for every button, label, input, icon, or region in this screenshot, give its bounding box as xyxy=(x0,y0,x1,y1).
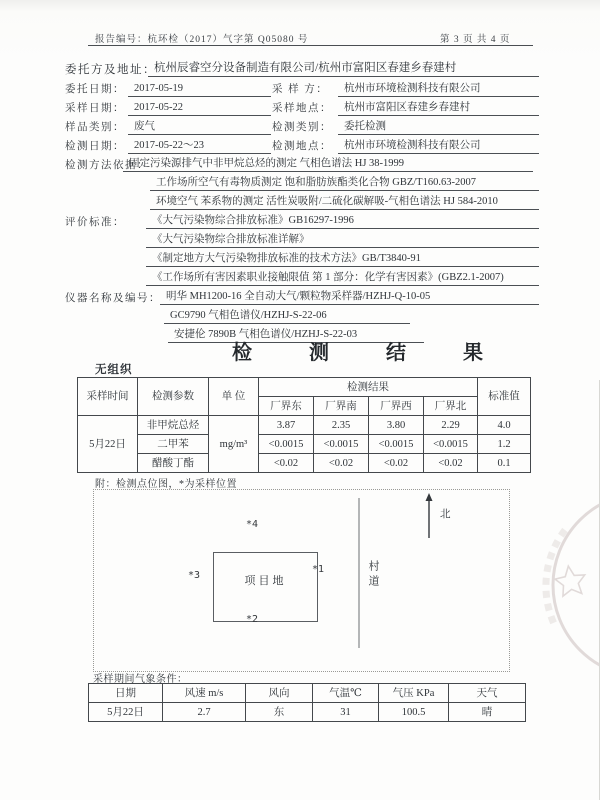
field-value: 废气 xyxy=(128,119,271,135)
village-road-label: 村道 xyxy=(367,560,379,590)
sampling-point-2: *2 xyxy=(246,614,259,625)
weather-winddir: 东 xyxy=(246,703,313,722)
map-note: 附：检测点位图，*为采样位置 xyxy=(95,479,237,490)
field-label: 检测日期： xyxy=(65,141,125,152)
value-cell: <0.0015 xyxy=(424,435,478,454)
weather-col-windspeed: 风速 m/s xyxy=(163,684,246,703)
method-line: 固定污染源排气中非甲烷总烃的测定 气相色谱法 HJ 38-1999 xyxy=(123,156,533,172)
page-number: 第 3 页 共 4 页 xyxy=(440,35,511,45)
results-title: 检 测 结 果 xyxy=(232,342,509,364)
field-label: 采样地点： xyxy=(272,103,332,114)
method-label: 检测方法依据： xyxy=(65,160,149,171)
client-row xyxy=(0,61,600,79)
instrument-line: GC9790 气相色谱仪/HZHJ-S-22-06 xyxy=(164,308,410,324)
standard-label: 评价标准： xyxy=(65,217,125,228)
weather-data-row xyxy=(89,703,526,722)
value-cell: <0.0015 xyxy=(369,435,424,454)
instrument-line: 安捷伦 7890B 气相色谱仪/HZHJ-S-22-03 xyxy=(168,327,424,343)
north-label: 北 xyxy=(440,509,451,520)
standard-line: 《制定地方大气污染物排放标准的技术方法》GB/T3840-91 xyxy=(146,251,539,267)
weather-col-temp: 气温℃ xyxy=(313,684,379,703)
field-label: 委托日期： xyxy=(65,84,125,95)
field-label: 采 样 方： xyxy=(272,84,329,95)
value-cell: 2.35 xyxy=(314,416,369,435)
instrument-label: 仪器名称及编号： xyxy=(65,293,161,304)
field-label: 检测类别： xyxy=(272,122,332,133)
standard-cell: 1.2 xyxy=(478,435,531,454)
value-cell: <0.0015 xyxy=(314,435,369,454)
col-point-north: 厂界北 xyxy=(424,397,478,416)
table-row xyxy=(78,416,531,435)
value-cell: 3.87 xyxy=(259,416,314,435)
field-label: 检测地点： xyxy=(272,141,332,152)
sampling-point-4: *4 xyxy=(246,519,259,530)
sampling-point-3: *3 xyxy=(188,570,201,581)
weather-date: 5月22日 xyxy=(89,703,163,722)
field-label: 样品类别： xyxy=(65,122,125,133)
value-cell: <0.0015 xyxy=(259,435,314,454)
col-sample-time: 采样时间 xyxy=(78,378,138,416)
sample-time-cell: 5月22日 xyxy=(78,416,138,473)
field-value: 杭州市富阳区春建乡春建村 xyxy=(338,100,539,116)
client-value: 杭州辰睿空分设备制造有限公司/杭州市富阳区春建乡春建村 xyxy=(148,61,539,77)
weather-col-date: 日期 xyxy=(89,684,163,703)
table-row xyxy=(78,454,531,473)
weather-col-sky: 天气 xyxy=(449,684,526,703)
field-label: 采样日期： xyxy=(65,103,125,114)
instrument-line: 明华 MH1200-16 全自动大气/颗粒物采样器/HZHJ-Q-10-05 xyxy=(160,289,539,305)
project-site-label: 项目地 xyxy=(244,575,287,587)
param-cell: 非甲烷总烃 xyxy=(138,416,209,435)
col-point-south: 厂界南 xyxy=(314,397,369,416)
standard-line: 《大气污染物综合排放标准详解》 xyxy=(146,232,539,248)
section-label: 无组织 xyxy=(95,364,133,376)
weather-caption: 采样期间气象条件： xyxy=(93,674,188,685)
field-value: 委托检测 xyxy=(338,119,539,135)
value-cell: <0.02 xyxy=(314,454,369,473)
value-cell: <0.02 xyxy=(259,454,314,473)
header-rule xyxy=(88,45,533,46)
project-site-box xyxy=(213,552,318,622)
col-point-west: 厂界西 xyxy=(369,397,424,416)
field-value: 2017-05-22 xyxy=(128,100,271,116)
weather-header-row xyxy=(89,684,526,703)
info-row xyxy=(0,81,600,98)
param-cell: 二甲苯 xyxy=(138,435,209,454)
weather-table xyxy=(88,683,526,722)
value-cell: 2.29 xyxy=(424,416,478,435)
standard-cell: 0.1 xyxy=(478,454,531,473)
col-parameter: 检测参数 xyxy=(138,378,209,416)
standard-line: 《工作场所有害因素职业接触限值 第 1 部分：化学有害因素》(GBZ2.1-2007) xyxy=(146,270,539,286)
table-row xyxy=(78,435,531,454)
weather-sky: 晴 xyxy=(449,703,526,722)
weather-windspeed: 2.7 xyxy=(163,703,246,722)
field-value: 杭州市环境检测科技有限公司 xyxy=(338,138,539,154)
weather-col-winddir: 风向 xyxy=(246,684,313,703)
method-line: 工作场所空气有毒物质测定 饱和脂肪族酯类化合物 GBZ/T160.63-2007 xyxy=(150,175,539,191)
col-results-group: 检测结果 xyxy=(259,378,478,397)
field-value: 2017-05-22～23 xyxy=(128,138,271,154)
info-row xyxy=(0,100,600,117)
value-cell: <0.02 xyxy=(369,454,424,473)
method-line: 环境空气 苯系物的测定 活性炭吸附/二硫化碳解吸-气相色谱法 HJ 584-2010 xyxy=(150,194,539,210)
results-table xyxy=(77,377,531,473)
field-value: 2017-05-19 xyxy=(128,81,271,97)
sampling-point-map xyxy=(93,489,510,672)
value-cell: 3.80 xyxy=(369,416,424,435)
standard-line: 《大气污染物综合排放标准》GB16297-1996 xyxy=(146,213,539,229)
sampling-point-1: *1 xyxy=(312,564,325,575)
field-value: 杭州市环境检测科技有限公司 xyxy=(338,81,539,97)
col-standard: 标准值 xyxy=(478,378,531,416)
param-cell: 醋酸丁酯 xyxy=(138,454,209,473)
standard-cell: 4.0 xyxy=(478,416,531,435)
report-number: 报告编号：杭环检（2017）气字第 Q05080 号 xyxy=(95,35,309,45)
col-point-east: 厂界东 xyxy=(259,397,314,416)
client-label: 委托方及地址： xyxy=(65,64,156,76)
official-stamp-icon xyxy=(520,500,600,670)
unit-cell: mg/m³ xyxy=(209,416,259,473)
weather-col-pressure: 气压 KPa xyxy=(379,684,449,703)
col-unit: 单 位 xyxy=(209,378,259,416)
weather-pressure: 100.5 xyxy=(379,703,449,722)
info-row xyxy=(0,119,600,136)
weather-temp: 31 xyxy=(313,703,379,722)
value-cell: <0.02 xyxy=(424,454,478,473)
info-row xyxy=(0,138,600,155)
